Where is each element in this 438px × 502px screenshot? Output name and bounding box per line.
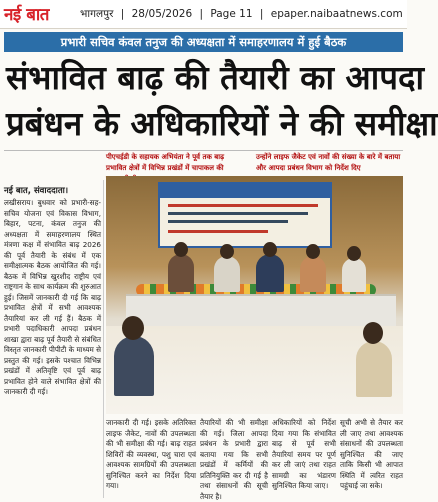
attendee-head (306, 244, 320, 259)
attendee (342, 258, 366, 292)
article-column-4: अधिकारियों को निर्देश दिया गया कि संभावित बाढ़ से पूर्व सभी तैयारियां समय पर पूर्ण कर ली जाएं तथा राहत सामग्री का भंडारण सुनिश्चित किया जाए। (272, 418, 336, 490)
article-dateline: नई बात, संवाददाता। (4, 186, 69, 196)
headline-line-1: संभावित बाढ़ की तैयारी का आपदा (6, 58, 425, 97)
issue-date: 28/05/2026 (131, 8, 193, 20)
article-column-3: तैयारियों की भी समीक्षा की गई। जिला आपदा प्रबंधन के प्रभारी द्वारा बताया गया कि सभी प्रखंडों में कर्मियों की प्रतिनियुक्ति कर दी गई है तथा संसाधनों की सूची तैयार है। (200, 418, 268, 501)
caption-right: उन्होंने लाइफ जैकेट एवं नावों की संख्या के बारे में बताया और आपदा प्रबंधन विभाग को निर्देश दिए (256, 153, 401, 172)
headline-line-2: प्रबंधन के अधिकारियों ने की समीक्षा (6, 104, 438, 143)
attendee (168, 254, 194, 292)
banner-text-line (168, 212, 308, 215)
epaper-url[interactable]: epaper.naibaatnews.com (270, 8, 403, 20)
banner-text-line (168, 204, 318, 207)
city-label: भागलपुर (80, 8, 114, 20)
meeting-table (126, 294, 396, 326)
attendee-head (347, 246, 361, 261)
column-divider (103, 180, 104, 498)
attendee (214, 256, 240, 292)
stage-banner (158, 182, 332, 248)
foreground-attendee-head (122, 316, 144, 340)
page-number: Page 11 (210, 8, 253, 20)
foreground-attendee (356, 341, 392, 397)
issue-meta (80, 7, 407, 21)
article-column-1: लखीसराय। बुधवार को प्रभारी-सह-सचिव योजना एवं विकास विभाग, बिहार, पटना, कंवल तनुज की अध्यक्षता में समाहरणालय स्थित मंत्रणा कक्ष में संभावित बाढ़ 2026 की पूर्व तैयारी के संबंध में एक समीक्षात्मक बैठक आयोजित की गई। बैठक में विभिन्न खुरशीद राष्ट्रीय एवं राष्ट्रगान के साथ कार्यक्रम की शुरुआत हुई। जिसमें जानकारी दी गई कि बाढ़ प्रभावित क्षेत्रों में सभी आवश्यक तैयारियां कर ली गई हैं। बैठक में प्रभारी पदाधिकारी आपदा प्रबंधन शाखा द्वारा बाढ़ पूर्व तैयारी से संबंधित विस्तृत जानकारी पीपीटी के माध्यम से प्रस्तुत की गई। इसके पश्चात विभिन्न प्रखंडों में अतिवृष्टि एवं पूर्व बाढ़ प्रभावित होने वाले संभावित क्षेत्रों की जानकारी दी गई। (4, 198, 101, 396)
masthead (0, 0, 407, 29)
banner-header-strip (160, 184, 330, 198)
attendee-head (220, 244, 234, 259)
article-column-5: सूची अभी से तैयार कर ली जाए तथा आवश्यक संसाधनों की उपलब्धता सुनिश्चित की जाए ताकि किसी भी आपात स्थिति में त्वरित राहत पहुंचाई जा सके। (340, 418, 403, 490)
meeting-photo (106, 176, 403, 414)
article-column-2: जानकारी दी गई। इसके अतिरिक्त लाइफ जैकेट, नावों की उपलब्धता की भी समीक्षा की गई। बाढ़ राहत शिविरों की व्यवस्था, पशु चारा एवं आवश्यक सामग्रियों की उपलब्धता सुनिश्चित करने का निर्देश दिया गया। (106, 418, 196, 490)
sep-2: | (199, 8, 204, 20)
sep-1: | (120, 8, 125, 20)
banner-text-line (168, 230, 268, 233)
banner-text-line (168, 220, 288, 223)
attendee-head (263, 242, 277, 257)
photo-captions (106, 152, 403, 174)
attendee (256, 254, 284, 292)
attendee (300, 256, 326, 292)
foreground-attendee (114, 336, 154, 396)
caption-left: पीएचईडी के सहायक अभियंता ने पूर्व तक बाढ़ प्रभावित क्षेत्रों में विभिन्न प्रखंडों में चापाकल की (106, 153, 225, 172)
article-kicker: प्रभारी सचिव कंवल तनुज की अध्यक्षता में समाहरणालय में हुई बैठक (4, 32, 403, 52)
headline-rule (4, 150, 403, 151)
attendee-head (174, 242, 188, 257)
newspaper-logo: नई बात (4, 5, 50, 25)
foreground-attendee-head (363, 322, 383, 344)
sep-3: | (259, 8, 264, 20)
